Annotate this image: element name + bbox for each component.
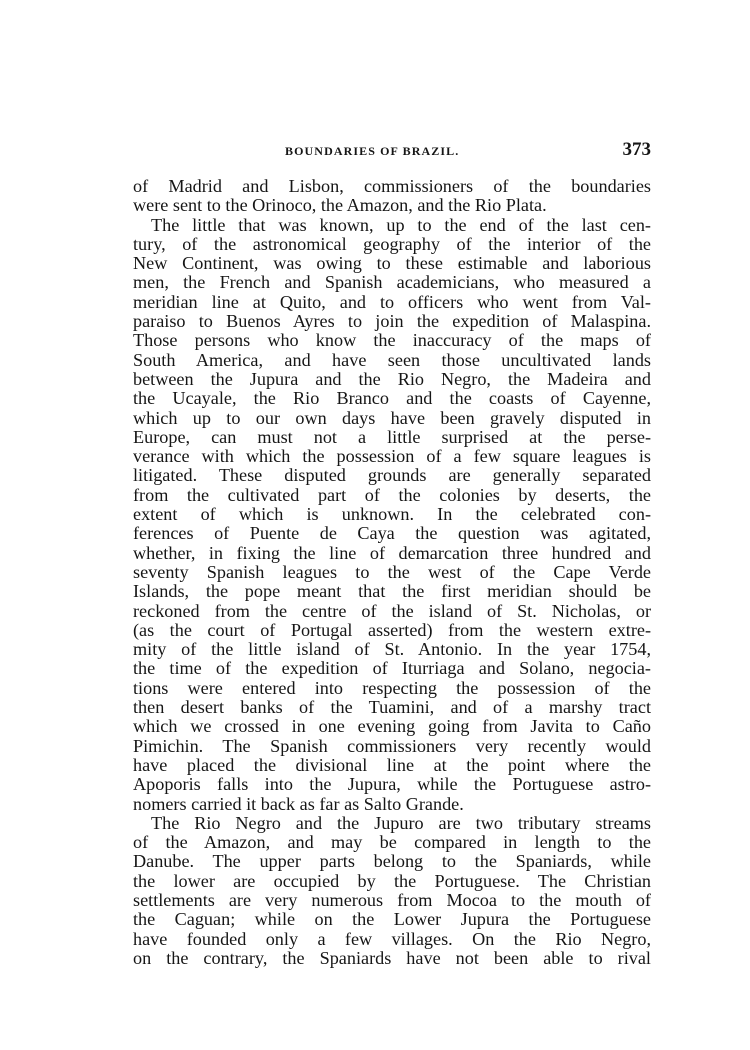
running-title: BOUNDARIES OF BRAZIL.	[285, 144, 460, 158]
text-line: ferences of Puente de Caya the question was agitated,	[133, 524, 651, 544]
text-line: Apoporis falls into the Jupura, while the Portuguese astro-	[133, 775, 651, 795]
text-line: which we crossed in one evening going from Javita to Caño	[133, 717, 651, 737]
text-line: men, the French and Spanish academicians, who measured a	[133, 273, 651, 293]
text-line: Pimichin. The Spanish commissioners very recently would	[133, 736, 651, 756]
text-line: whether, in fixing the line of demarcation three hundred and	[133, 543, 651, 563]
text-line: the time of the expedition of Iturriaga and Solano, negocia-	[133, 659, 651, 679]
text-line: tury, of the astronomical geography of the interior of the	[133, 234, 651, 254]
text-line: nomers carried it back as far as Salto Grande.	[133, 794, 464, 814]
text-line: South America, and have seen those uncultivated lands	[133, 350, 651, 370]
text-line: New Continent, was owing to these estimable and laborious	[133, 254, 651, 274]
text-line: reckoned from the centre of the island of St. Nicholas, or	[133, 601, 651, 621]
text-line: tions were entered into respecting the possession of the	[133, 678, 651, 698]
running-header	[133, 140, 651, 166]
text-line: The little that was known, up to the end of the last cen-	[151, 215, 651, 235]
text-line: have placed the divisional line at the point where the	[133, 755, 651, 775]
text-line: verance with which the possession of a few square leagues is	[133, 447, 651, 467]
text-line: the Caguan; while on the Lower Jupura the Portuguese	[133, 910, 651, 930]
text-line: of Madrid and Lisbon, commissioners of the boundaries	[133, 177, 651, 196]
text-line: on the contrary, the Spaniards have not been able to rival	[133, 948, 651, 968]
text-line: which up to our own days have been gravely disputed in	[133, 408, 651, 428]
text-line: Those persons who know the inaccuracy of the maps of	[133, 331, 651, 351]
text-line: meridian line at Quito, and to officers who went from Val-	[133, 292, 651, 312]
text-line: litigated. These disputed grounds are generally separated	[133, 466, 651, 486]
text-line: have founded only a few villages. On the Rio Negro,	[133, 929, 651, 949]
text-line: were sent to the Orinoco, the Amazon, and the Rio Plata.	[133, 196, 547, 216]
text-line: the lower are occupied by the Portuguese. The Christian	[133, 871, 651, 891]
text-line: of the Amazon, and may be compared in length to the	[133, 833, 651, 853]
text-line: Danube. The upper parts belong to the Spaniards, while	[133, 852, 651, 872]
text-line: between the Jupura and the Rio Negro, the Madeira and	[133, 369, 651, 389]
body-text	[133, 177, 651, 968]
text-line: paraiso to Buenos Ayres to join the expedition of Malaspina.	[133, 312, 651, 332]
text-line: Islands, the pope meant that the first meridian should be	[133, 582, 651, 602]
text-line: (as the court of Portugal asserted) from the western extre-	[133, 620, 651, 640]
text-line: the Ucayale, the Rio Branco and the coasts of Cayenne,	[133, 389, 651, 409]
text-line: Europe, can must not a little surprised at the perse-	[133, 427, 651, 447]
text-line: settlements are very numerous from Mocoa to the mouth of	[133, 890, 651, 910]
text-line: The Rio Negro and the Jupuro are two tributary streams	[151, 813, 651, 833]
text-line: extent of which is unknown. In the celebrated con-	[133, 505, 651, 525]
text-line: mity of the little island of St. Antonio. In the year 1754,	[133, 640, 651, 660]
text-line: seventy Spanish leagues to the west of the Cape Verde	[133, 562, 651, 582]
page-number: 373	[622, 139, 651, 160]
text-line: from the cultivated part of the colonies by deserts, the	[133, 485, 651, 505]
text-line: then desert banks of the Tuamini, and of a marshy tract	[133, 698, 651, 718]
